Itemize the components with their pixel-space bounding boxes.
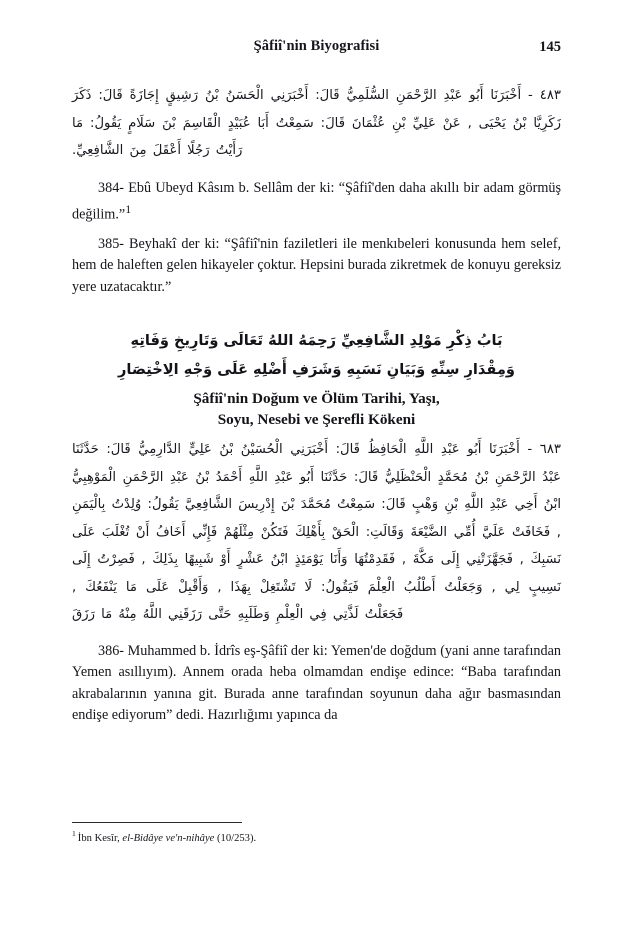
text-column: [72, 82, 561, 726]
footnote-separator-rule: [72, 822, 242, 823]
section-heading-turkish-line-1: Şâfiî'nin Doğum ve Ölüm Tarihi, Yaşı,: [193, 390, 440, 408]
footnote-number: 1: [72, 829, 76, 839]
section-heading: [72, 326, 561, 430]
page-number: 145: [539, 39, 561, 55]
footnote-zone: [72, 822, 561, 846]
turkish-paragraph-385: 385- Beyhakî der ki: “Şâfiî'nin faziletleri ile menkıbeleri konusunda hem selef, hem de haleften gelen hikayeler çoktur. Hepsini burada zikretmek de konuyu gereksiz yere uzatacaktır.”: [72, 236, 561, 295]
footnote-item: [72, 829, 561, 846]
footnote-author: İbn Kesîr,: [77, 833, 123, 844]
section-heading-arabic-line-2: وَمِقْدَارِ سِنِّهِ وَبَيَانِ نَسَبِهِ وَشَرَفِ أَضْلِهِ عَلَى وَجْهِ الِاخْتِصَارِ: [118, 361, 515, 379]
turkish-paragraph-386: 386- Muhammed b. İdrîs eş-Şâfiî der ki: Yemen'de doğdum (yani anne tarafından Yemen asıllıyım). Annem orada heba olmamdan endişe edince: “Baba tarafından akrabalarının yanına git. Burada anne tarafından soyunun daha ağır basmasından endişe ediyorum” dedi. Hazırlığımı yapınca da: [72, 642, 561, 723]
running-head: [72, 38, 561, 62]
footnote-work-title: el-Bidâye ve'n-nihâye: [122, 833, 215, 844]
running-head-title: Şâfiî'nin Biyografisi: [253, 38, 380, 54]
arabic-narration-384: ٣٨٤ - أَخْبَرَنَا أَبُو عَبْدِ الرَّحْمَنِ السُّلَمِيُّ قَالَ: أَخْبَرَنِي الْحَسَنُ بْنُ رَشِيقٍ إِجَازَةً قَالَ: ذَكَرَ زَكَرِيَّا بْنُ يَحْيَى , عَنْ عَلِيِّ بْنِ عُثْمَانَ قَالَ: سَمِعْتُ أَبَا عُبَيْدٍ الْقَاسِمَ بْنَ سَلَامٍ يَقُولُ: مَا رَأَيْتُ رَجُلًا أَعْقَلَ مِنَ الشَّافِعِيِّ.: [72, 88, 561, 158]
arabic-narration-386: ٣٨٦ - أَخْبَرَنَا أَبُو عَبْدِ اللَّهِ الْحَافِظُ قَالَ: أَخْبَرَنِي الْحُسَيْنُ بْنُ عَلِيٍّ الدَّارِمِيُّ قَالَ: حَدَّثَنَا عَبْدُ الرَّحْمَنِ بْنُ مُحَمَّدٍ الْحَنْظَلِيُّ قَالَ: حَدَّثَنَا أَبُو عَبْدِ اللَّهِ أَحْمَدُ بْنُ عَبْدِ الرَّحْمَنِ الْمَوْهِبِيُّ ابْنُ أَخِي عَبْدِ اللَّهِ بْنِ وَهْبٍ قَالَ: سَمِعْتُ مُحَمَّدَ بْنَ إِدْرِيسَ الشَّافِعِيَّ يَقُولُ: وُلِدْتُ بِالْيَمَنِ , فَخَافَتْ عَلَيَّ أُمِّي الضَّيْعَةَ وَقَالَتِ: الْحَقْ بِأَهْلِكَ فَتَكُنْ مِثْلَهُمْ فَإِنِّي أَخَافُ أَنْ تُغْلَبَ عَلَى نَسَبِكَ , فَجَهَّزَتْنِي إِلَى مَكَّةَ , فَقَدِمْتُهَا وَأَنَا يَوْمَئِذٍ ابْنُ عَشْرٍ أَوْ شَبِيهًا بِذَلِكَ , فَصِرْتُ إِلَى نَسِيبٍ لِي , وَجَعَلْتُ أَطْلُبُ الْعِلْمَ فَيَقُولُ: لَا تَشْتَغِلْ بِهَذَا , وَأَقْبِلْ عَلَى مَا يَنْفَعُكَ , فَجَعَلْتُ لَذَّتِي فِي الْعِلْمِ وَطَلَبِهِ حَتَّى رَزَقَنِي اللَّهُ مِنْهُ مَا رَزَقَ: [72, 442, 561, 623]
footnote-marker-1: 1: [125, 201, 132, 216]
section-heading-turkish-line-2: Soyu, Nesebi ve Şerefli Kökeni: [217, 411, 416, 429]
turkish-paragraph-384: [72, 178, 561, 227]
footnote-reference: (10/253).: [214, 833, 257, 844]
section-heading-arabic-line-1: بَابُ ذِكْرِ مَوْلِدِ الشَّافِعِيِّ رَحِمَهُ اللهُ تَعَالَى وَتَارِيخِ وَفَاتِهِ: [130, 332, 503, 350]
turkish-paragraph-384-text: 384- Ebû Ubeyd Kâsım b. Sellâm der ki: “Şâfiî'den daha akıllı bir adam görmüş değilim.”: [72, 179, 561, 223]
